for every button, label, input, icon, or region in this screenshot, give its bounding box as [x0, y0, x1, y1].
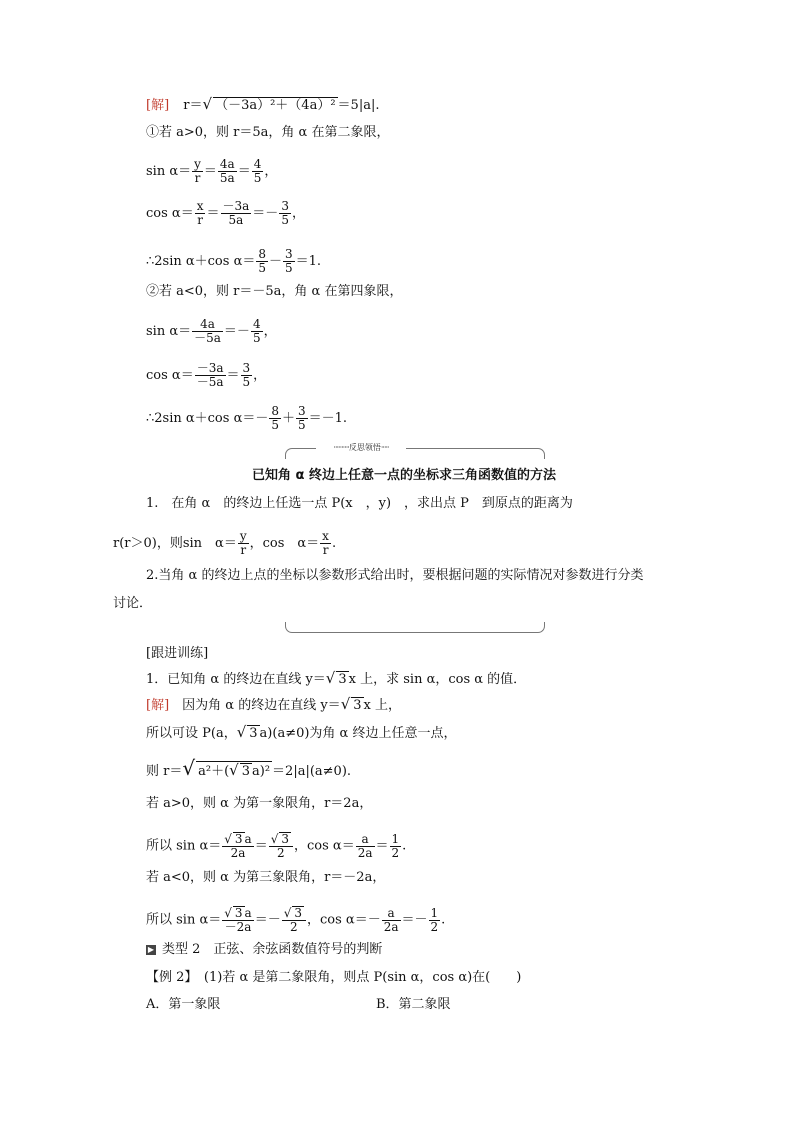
result1-line: ∴2sin α＋cos α＝ $\frac{8}{5}$ － $\frac{3}{5}$ ＝1. — [146, 247, 322, 275]
sqrt-sign-icon: √ — [182, 756, 196, 780]
cos2-line: cos α＝ $\frac{-3a}{-5a}$ ＝ $\frac{3}{5}$ ， — [146, 361, 267, 389]
option-b: B．第二象限 — [376, 997, 451, 1012]
sol-text: ＝2|a|(a≠0). — [272, 764, 352, 779]
radius-rhs: ＝5|a|. — [337, 98, 380, 113]
radicand: 3 — [353, 698, 362, 713]
denominator: －2a — [224, 920, 252, 934]
numerator: 4 — [253, 157, 262, 171]
result1-rhs: ＝1. — [295, 254, 322, 269]
denominator: －5a — [194, 331, 221, 345]
solution-tag: [解] — [146, 98, 170, 113]
denominator: 2a — [357, 845, 373, 860]
denominator: r — [194, 171, 201, 185]
fraction — [296, 405, 308, 432]
denominator: r — [240, 543, 247, 557]
follow-sol-line6: 若 a<0，则 α 为第三象限角，r＝－2a， — [146, 870, 386, 885]
fraction — [222, 832, 253, 860]
numerator: 1 — [430, 905, 439, 920]
denominator: 2a — [383, 919, 399, 934]
radicand: 3 — [338, 672, 347, 687]
sol-text: 所以 sin α＝ — [146, 912, 222, 928]
denominator: 2 — [391, 845, 400, 860]
fraction — [251, 318, 263, 345]
reflect-p1b: r(r＞0)，则sin α＝ $\frac{y}{r}$ ，cos α＝ $\frac{x}{r}$ . — [113, 529, 337, 557]
denominator: 5a — [228, 213, 244, 227]
denominator: 5 — [242, 375, 251, 389]
radicand: 3 — [281, 832, 290, 846]
radicand: 3 — [249, 726, 258, 741]
result1-lhs: ∴2sin α＋cos α＝ — [146, 254, 256, 269]
follow-sol-line7: 所以 sin α＝ $\frac{√ 3 a}{-2a}$ ＝－ $\frac{√ 3}{2}$ ，cos α＝－ $\frac{a}{2a}$ ＝－ $\frac{1}{2}$ . — [146, 905, 446, 934]
numerator: x — [322, 529, 329, 543]
numerator: 4 — [252, 317, 261, 331]
numerator: a — [244, 832, 252, 846]
sol-text: 所以 sin α＝ — [146, 838, 222, 854]
case2-text: ②若 a<0，则 r＝－5a，角 α 在第四象限， — [146, 284, 403, 299]
numerator: 3 — [242, 361, 251, 375]
denominator: 2 — [430, 919, 439, 934]
fraction — [256, 248, 268, 275]
cos1-line: cos α＝ $\frac{x}{r}$ ＝ $\frac{-3a}{5a}$ ＝－ $\frac{3}{5}$ ， — [146, 199, 305, 227]
numerator: 3 — [298, 404, 306, 418]
fraction — [269, 405, 281, 432]
sqrt-sign-icon: √ — [340, 695, 351, 713]
denominator: 5 — [252, 331, 261, 345]
follow-header: [跟进训练] — [146, 646, 209, 661]
fraction — [192, 158, 203, 185]
follow-sol-line1 — [146, 696, 401, 714]
denominator: 5 — [271, 418, 279, 432]
radius-radicand: （－3a）²＋（4a）² — [215, 98, 336, 113]
fraction — [192, 318, 223, 345]
sqrt-sign-icon: √ — [270, 832, 279, 846]
denominator: 5 — [253, 171, 262, 185]
sqrt-sign-icon: √ — [283, 906, 292, 920]
denominator: 2a — [230, 846, 246, 860]
sqrt-sign-icon: √ — [229, 761, 239, 779]
follow-sol-line5: 所以 sin α＝ $\frac{√ 3 a}{2a}$ ＝ $\frac{√ 3}{2}$ ，cos α＝ $\frac{a}{2a}$ ＝ $\frac{1}{2}$ . — [146, 831, 407, 860]
fraction — [283, 248, 295, 275]
denominator: 5 — [258, 261, 266, 275]
sol-text: 则 r＝ — [146, 764, 183, 779]
sol-text: ，cos α＝ — [294, 838, 355, 854]
radicand-part: a)² — [252, 764, 271, 779]
result2-lhs: ∴2sin α＋cos α＝－ — [146, 411, 269, 426]
numerator: 4a — [192, 318, 223, 332]
follow-question — [146, 670, 526, 688]
radicand: 3 — [241, 764, 250, 779]
reflect-frame-bottom — [285, 622, 545, 633]
denominator: 5a — [219, 171, 235, 185]
fraction — [195, 362, 226, 389]
fraction — [252, 158, 264, 185]
follow-sol-line3 — [146, 756, 352, 780]
numerator: 4a — [219, 157, 235, 171]
fraction — [218, 158, 237, 185]
question-text-b: x 上，求 sin α，cos α 的值． — [348, 672, 527, 687]
sol-text: 所以可设 P(a， — [146, 726, 237, 741]
reflect-p1a: 1. 在角 α 的终边上任选一点 P(x ，y) ，求出点 P 到原点的距离为 — [146, 496, 573, 511]
sol-text: ＝－ — [401, 912, 428, 928]
reflect-p1b-mid: ，cos α＝ — [249, 536, 320, 551]
reflect-p2a: 2.当角 α 的终边上点的坐标以参数形式给出时，要根据问题的实际情况对参数进行分类 — [146, 568, 644, 583]
play-triangle-icon: ▶ — [147, 944, 155, 954]
numerator: a — [382, 907, 401, 921]
sqrt-sign-icon: √ — [202, 95, 213, 113]
follow-sol-line4: 若 a>0，则 α 为第一象限角，r＝2a， — [146, 796, 373, 811]
radicand: 3 — [294, 906, 303, 920]
denominator: 2 — [290, 920, 298, 934]
numerator: －3a — [222, 199, 250, 213]
sqrt-sign-icon: √ — [224, 906, 232, 920]
cos1-mid: ＝－ — [252, 206, 279, 221]
reflect-title: 已知角 α 终边上任意一点的坐标求三角函数值的方法 — [252, 468, 556, 483]
sol-text: a)(a≠0)为角 α 终边上任意一点， — [259, 726, 457, 741]
numerator: 3 — [281, 199, 289, 213]
fraction — [269, 832, 293, 860]
result2-line: ∴2sin α＋cos α＝－ $\frac{8}{5}$ ＋ $\frac{3}{5}$ ＝－1. — [146, 404, 348, 432]
example2-text: 【例 2】 (1)若 α 是第二象限角，则点 P(sin α，cos α)在( ) — [146, 970, 522, 985]
type2-title: 类型 2 正弦、余弦函数值符号的判断 — [162, 942, 383, 957]
fraction — [238, 530, 249, 557]
sin2-lhs: sin α＝ — [146, 324, 192, 339]
sol-text: 因为角 α 的终边在直线 y＝ — [169, 698, 341, 713]
sin1-line: sin α＝ $\frac{y}{r}$ ＝ $\frac{4a}{5a}$ ＝ $\frac{4}{5}$ ， — [146, 157, 278, 185]
denominator: －5a — [196, 375, 224, 389]
denominator: r — [322, 543, 329, 557]
fraction — [279, 200, 291, 227]
cos1-lhs: cos α＝ — [146, 206, 194, 221]
result2-rhs: ＝－1. — [308, 411, 348, 426]
numerator: y — [194, 157, 201, 171]
numerator: 1 — [391, 831, 400, 846]
type2-heading — [146, 942, 382, 958]
fraction — [382, 907, 401, 934]
fraction — [429, 907, 441, 934]
option-a: A．第一象限 — [146, 997, 221, 1012]
denominator: 5 — [285, 261, 293, 275]
fraction — [222, 906, 253, 934]
fraction — [241, 362, 253, 389]
sin2-line: sin α＝ $\frac{4a}{-5a}$ ＝－ $\frac{4}{5}$ ， — [146, 317, 277, 345]
radius-lhs: r＝ — [183, 98, 203, 113]
numerator: 3 — [285, 247, 293, 261]
reflect-p2b: 讨论． — [113, 596, 153, 611]
numerator: －3a — [196, 361, 224, 375]
radicand: 3 — [234, 832, 243, 846]
sol-text: ＝－ — [254, 912, 281, 928]
reflect-p1b-lhs: r(r＞0)，则sin α＝ — [113, 536, 237, 551]
solution-radius-line — [146, 96, 379, 114]
numerator: 8 — [271, 404, 279, 418]
case1-text: ①若 a>0，则 r＝5a，角 α 在第二象限， — [146, 125, 390, 140]
sqrt-sign-icon: √ — [236, 723, 247, 741]
numerator: 8 — [258, 247, 266, 261]
denominator: 5 — [298, 418, 306, 432]
sqrt-sign-icon: √ — [224, 832, 232, 846]
sin1-lhs: sin α＝ — [146, 164, 192, 179]
fraction — [195, 200, 206, 227]
follow-sol-line2 — [146, 724, 456, 742]
fraction — [320, 530, 331, 557]
question-text-a: 1．已知角 α 的终边在直线 y＝ — [146, 672, 326, 687]
fraction — [282, 906, 306, 934]
numerator: a — [356, 833, 375, 847]
reflect-label-text: 反思领悟 — [348, 443, 381, 452]
solution-tag: [解] — [146, 698, 170, 713]
sol-text: x 上， — [363, 698, 401, 713]
sqrt-sign-icon: √ — [325, 669, 336, 687]
fraction — [356, 833, 375, 860]
numerator: x — [196, 199, 204, 213]
denominator: r — [197, 213, 203, 227]
cos2-lhs: cos α＝ — [146, 368, 194, 383]
denominator: 5 — [281, 213, 289, 227]
radicand-part: a²＋( — [198, 764, 230, 779]
fraction — [221, 200, 252, 227]
numerator: a — [244, 906, 252, 920]
fraction — [390, 833, 402, 860]
sol-text: ，cos α＝－ — [307, 912, 381, 928]
denominator: 2 — [277, 846, 285, 860]
sin2-mid: ＝－ — [223, 324, 250, 339]
numerator: y — [239, 529, 247, 543]
radicand: 3 — [234, 906, 243, 920]
reflect-label: ··········反思领悟····· — [316, 442, 406, 453]
